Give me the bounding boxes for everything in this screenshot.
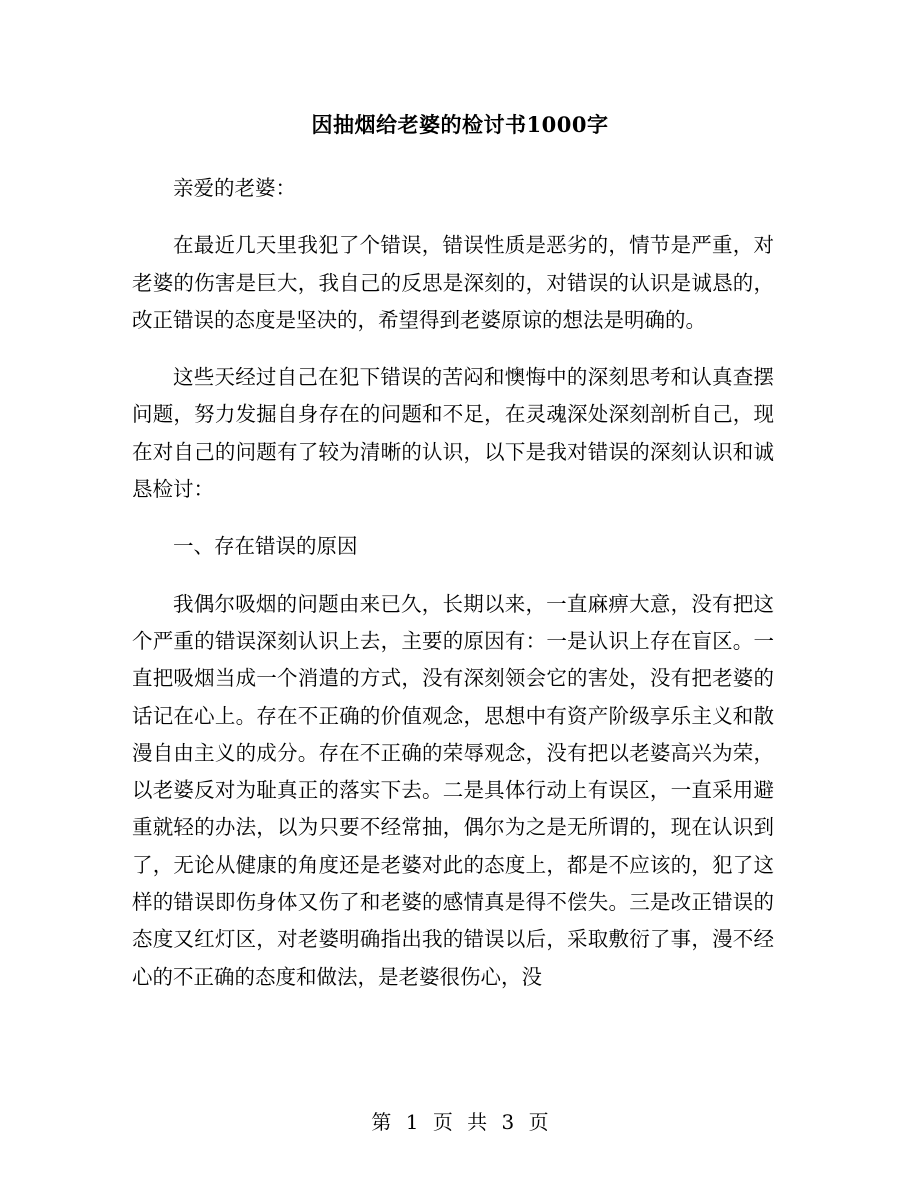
document-body bbox=[132, 170, 774, 1016]
paragraph-causes: 我偶尔吸烟的问题由来已久，长期以来，一直麻痹大意，没有把这个严重的错误深刻认识上去，主要的原因有：一是认识上存在盲区。一直把吸烟当成一个消遣的方式，没有深刻领会它的害处，没有把老婆的话记在心上。存在不正确的价值观念，思想中有资产阶级享乐主义和散漫自由主义的成分。存在不正确的荣辱观念，没有把以老婆高兴为荣，以老婆反对为耻真正的落实下去。二是具体行动上有误区，一直采用避重就轻的办法，以为只要不经常抽，偶尔为之是无所谓的，现在认识到了，无论从健康的角度还是老婆对此的态度上，都是不应该的，犯了这样的错误即伤身体又伤了和老婆的感情真是得不偿失。三是改正错误的态度又红灯区，对老婆明确指出我的错误以后，采取敷衍了事，漫不经心的不正确的态度和做法，是老婆很伤心，没 bbox=[132, 591, 774, 989]
page-number: 第 1 页 共 3 页 bbox=[371, 1110, 549, 1134]
paragraph-intro: 在最近几天里我犯了个错误，错误性质是恶劣的，情节是严重，对老婆的伤害是巨大，我自己的反思是深刻的，对错误的认识是诚恳的，改正错误的态度是坚决的，希望得到老婆原谅的想法是明确的。 bbox=[132, 233, 774, 332]
document-title: 因抽烟给老婆的检讨书1000字 bbox=[311, 112, 609, 137]
section-heading-causes: 一、存在错误的原因 bbox=[173, 534, 358, 559]
paragraph-reflection: 这些天经过自己在犯下错误的苦闷和懊悔中的深刻思考和认真查摆问题，努力发掘自身存在的问题和不足，在灵魂深处深刻剖析自己，现在对自己的问题有了较为清晰的认识，以下是我对错误的深刻认识和诚恳检讨： bbox=[132, 365, 774, 502]
salutation: 亲爱的老婆： bbox=[173, 176, 296, 200]
